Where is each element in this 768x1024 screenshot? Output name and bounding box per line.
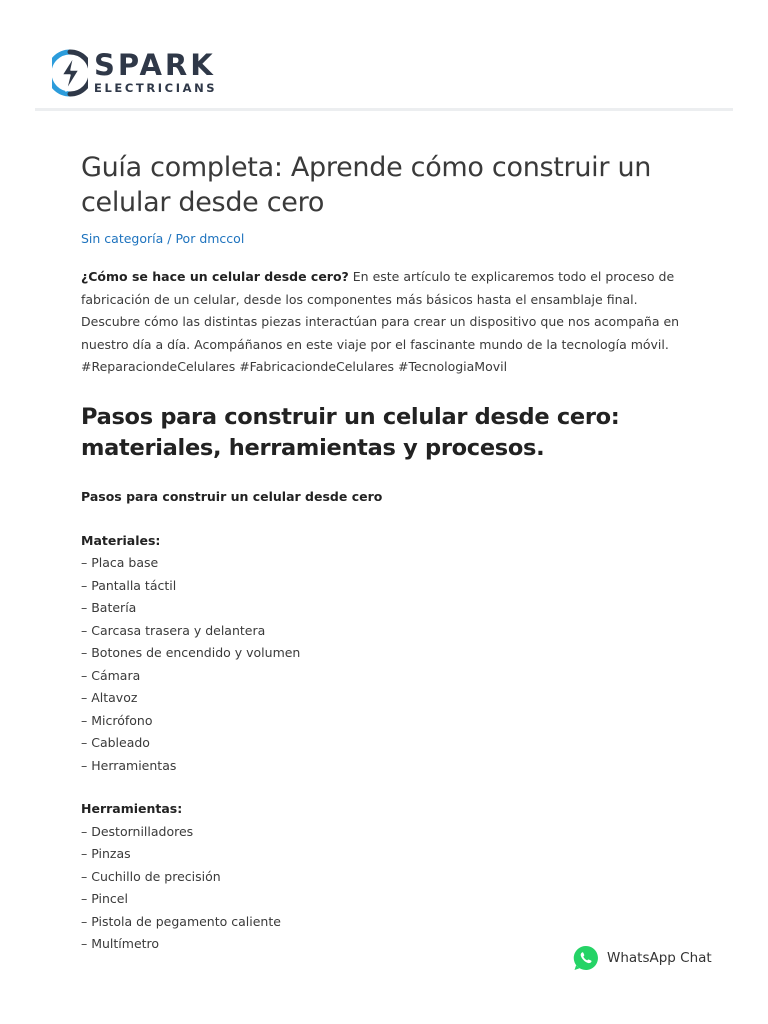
list-item: – Multímetro: [81, 936, 160, 951]
intro-text: En este artículo te explicaremos todo el proceso de fabricación de un celular, desde los componentes más básicos hasta el ensamblaje final. Descubre cómo las distintas piezas interactúan para crear un dispositivo que nos acompaña en nuestro día a día. Acompáñanos en este viaje por el fascinante mundo de la tecnología móvil. #ReparaciondeCelulares #FabricaciondeCelulares #TecnologiaMovil: [81, 269, 680, 374]
list-item: – Herramientas: [81, 757, 177, 773]
tools-title: Herramientas:: [81, 801, 183, 816]
whatsapp-chat-button[interactable]: [572, 941, 712, 975]
list-item: – Micrófono: [81, 712, 153, 728]
whatsapp-icon: [572, 944, 600, 972]
intro-lead: ¿Cómo se hace un celular desde cero?: [81, 269, 349, 284]
materials-section: [81, 530, 681, 778]
logo-text: [94, 48, 218, 96]
logo-tagline: ELECTRICIANS: [94, 81, 218, 96]
article: [81, 150, 681, 956]
meta-separator: / Por: [163, 231, 200, 246]
list-item: – Batería: [81, 600, 137, 615]
list-item: – Pantalla táctil: [81, 577, 177, 593]
section-heading: Pasos para construir un celular desde cero: materiales, herramientas y procesos.: [81, 403, 620, 461]
post-title: Guía completa: Aprende cómo construir un celular desde cero: [81, 152, 652, 218]
materials-title: Materiales:: [81, 532, 161, 548]
list-item: – Cámara: [81, 667, 141, 683]
list-item: – Destornilladores: [81, 823, 194, 839]
list-item: – Placa base: [81, 555, 159, 570]
category-link[interactable]: Sin categoría: [81, 231, 164, 246]
site-header: [0, 0, 768, 110]
post-meta: [81, 230, 681, 248]
lightning-bolt-icon: [52, 49, 88, 97]
site-logo[interactable]: [52, 48, 217, 98]
list-item: – Pistola de pegamento caliente: [81, 913, 281, 929]
subheading: Pasos para construir un celular desde cero: [81, 488, 383, 504]
author-link[interactable]: dmccol: [199, 231, 245, 246]
list-item: – Pincel: [81, 891, 128, 906]
intro-paragraph: [81, 266, 681, 379]
list-item: – Altavoz: [81, 690, 138, 705]
list-item: – Pinzas: [81, 846, 131, 861]
logo-wordmark: SPARK: [94, 48, 216, 83]
list-item: – Cuchillo de precisión: [81, 868, 221, 884]
list-item: – Carcasa trasera y delantera: [81, 622, 266, 638]
whatsapp-label: WhatsApp Chat: [607, 950, 712, 966]
materials-list: [81, 552, 681, 777]
header-divider: [35, 108, 733, 111]
list-item: – Cableado: [81, 735, 150, 750]
tools-list: [81, 821, 681, 956]
tools-section: [81, 798, 681, 956]
list-item: – Botones de encendido y volumen: [81, 645, 301, 660]
